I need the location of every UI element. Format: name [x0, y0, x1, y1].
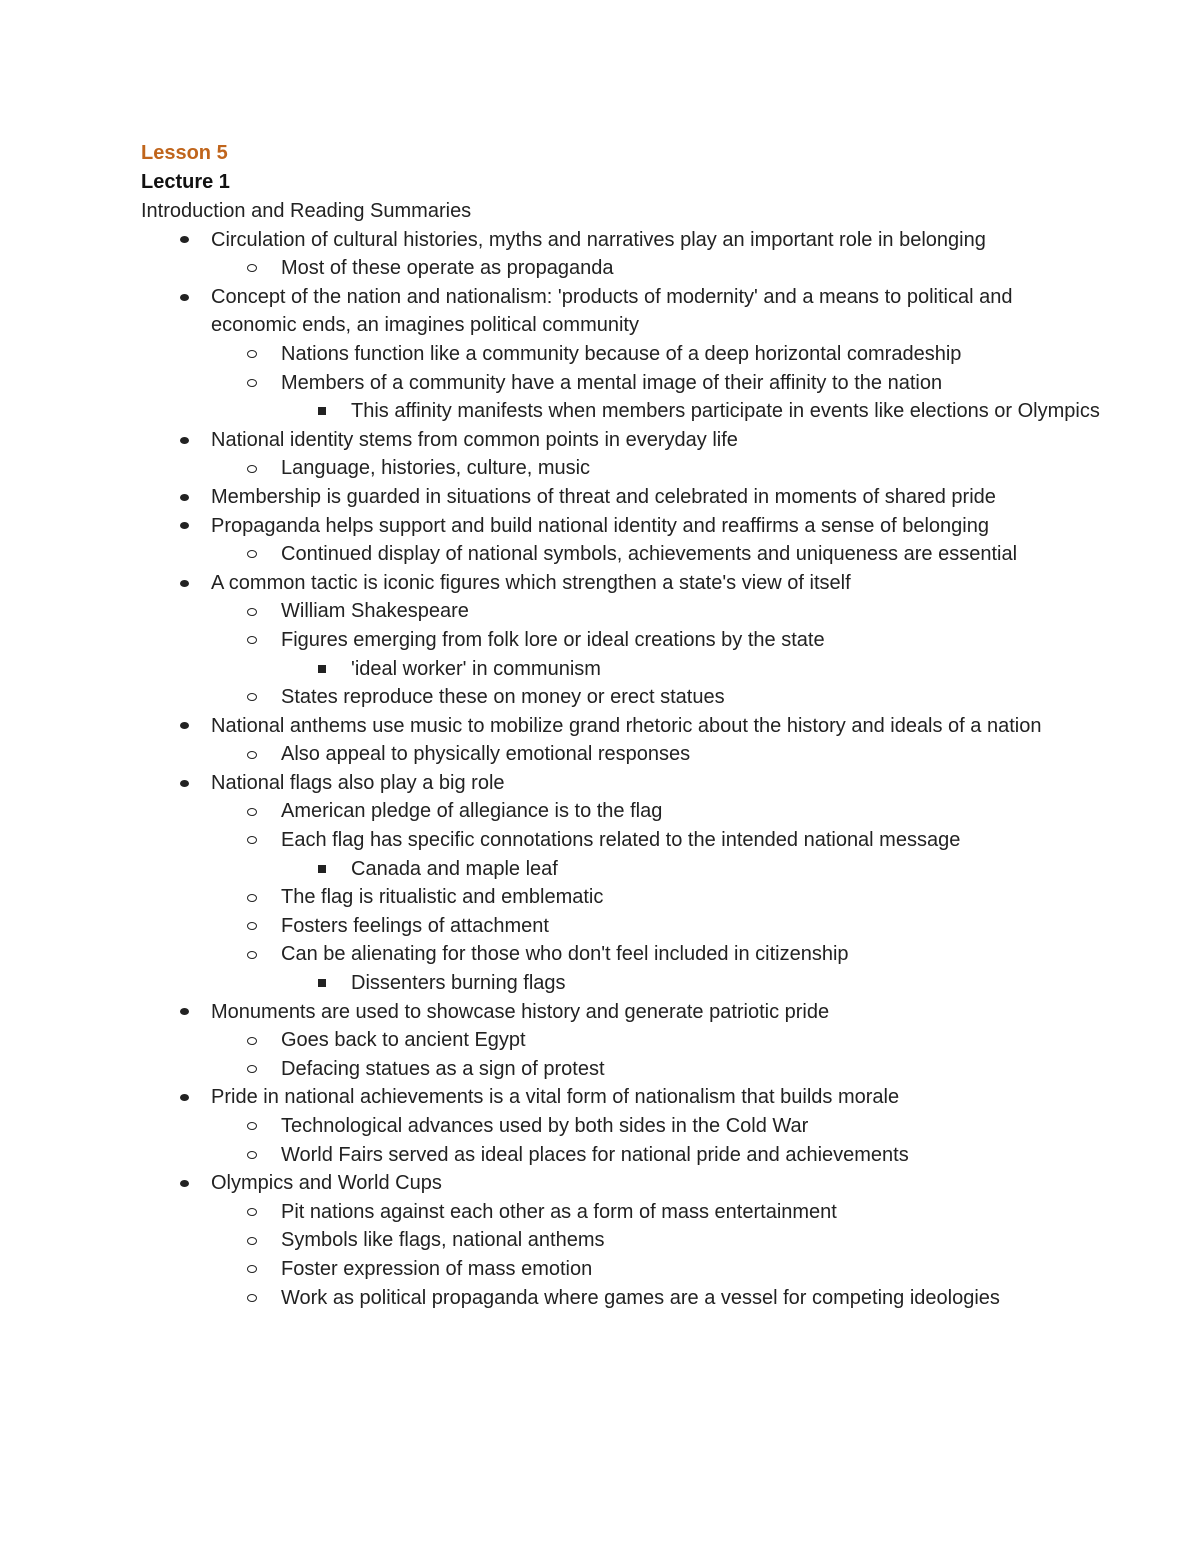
list-item	[211, 340, 1101, 369]
sub-sub-list	[281, 855, 1101, 884]
list-item-text: Also appeal to physically emotional responses	[281, 743, 691, 766]
sub-list	[211, 597, 1101, 711]
list-item	[211, 540, 1101, 569]
list-item-text: Monuments are used to showcase history and generate patriotic pride	[211, 1000, 830, 1023]
circle-bullet-icon	[245, 912, 259, 941]
circle-bullet-icon	[245, 1198, 259, 1227]
bullet-icon	[177, 1169, 191, 1198]
list-item	[211, 626, 1101, 683]
bullet-icon	[177, 712, 191, 741]
list-item	[281, 655, 1101, 684]
list-item	[211, 683, 1101, 712]
list-item-text: Membership is guarded in situations of threat and celebrated in moments of shared pride	[211, 485, 996, 508]
circle-bullet-icon	[245, 883, 259, 912]
list-item-text: Symbols like flags, national anthems	[281, 1229, 605, 1252]
list-item	[211, 1198, 1101, 1227]
list-item	[141, 226, 1101, 283]
circle-bullet-icon	[245, 1255, 259, 1284]
sub-list	[211, 1026, 1101, 1083]
list-item-text: Pride in national achievements is a vital form of nationalism that builds morale	[211, 1086, 900, 1109]
circle-bullet-icon	[245, 254, 259, 283]
list-item-text: Can be alienating for those who don't feel included in citizenship	[281, 943, 849, 966]
list-item-text: Olympics and World Cups	[211, 1172, 442, 1195]
bullet-icon	[177, 769, 191, 798]
list-item	[211, 740, 1101, 769]
bullet-icon	[177, 226, 191, 255]
section-heading: Introduction and Reading Summaries	[141, 200, 472, 222]
list-item-text: National identity stems from common points in everyday life	[211, 428, 738, 451]
list-item	[141, 1169, 1101, 1312]
bullet-icon	[177, 998, 191, 1027]
document-page	[141, 139, 1101, 1312]
list-item-text: Foster expression of mass emotion	[281, 1257, 593, 1280]
list-item-text: Pit nations against each other as a form of mass entertainment	[281, 1200, 837, 1223]
list-item	[211, 883, 1101, 912]
lecture-title: Lecture 1	[141, 171, 230, 193]
list-item-text: American pledge of allegiance is to the flag	[281, 800, 663, 823]
sub-list	[211, 1198, 1101, 1312]
list-item-text: Propaganda helps support and build national identity and reaffirms a sense of belonging	[211, 514, 989, 537]
sub-list	[211, 454, 1101, 483]
list-item-text: Nations function like a community because of a deep horizontal comradeship	[281, 342, 962, 365]
list-item-text: Fosters feelings of attachment	[281, 914, 549, 937]
list-item-text: Continued display of national symbols, achievements and uniqueness are essential	[281, 543, 1018, 566]
list-item	[141, 769, 1101, 998]
list-item	[141, 998, 1101, 1084]
square-bullet-icon	[315, 655, 329, 684]
circle-bullet-icon	[245, 940, 259, 969]
list-item	[211, 1026, 1101, 1055]
circle-bullet-icon	[245, 797, 259, 826]
sub-list	[211, 797, 1101, 997]
circle-bullet-icon	[245, 1141, 259, 1170]
list-item	[211, 797, 1101, 826]
list-item-text: The flag is ritualistic and emblematic	[281, 886, 604, 909]
circle-bullet-icon	[245, 340, 259, 369]
list-item	[211, 1112, 1101, 1141]
list-item	[141, 712, 1101, 769]
square-bullet-icon	[315, 969, 329, 998]
circle-bullet-icon	[245, 826, 259, 855]
list-item-text: This affinity manifests when members participate in events like elections or Olympics	[351, 400, 1100, 423]
list-item-text: National flags also play a big role	[211, 771, 505, 794]
list-item	[141, 1083, 1101, 1169]
sub-list	[211, 254, 1101, 283]
bullet-list	[141, 226, 1101, 1313]
circle-bullet-icon	[245, 597, 259, 626]
circle-bullet-icon	[245, 1026, 259, 1055]
square-bullet-icon	[315, 855, 329, 884]
list-item	[211, 1284, 1101, 1313]
lesson-title: Lesson 5	[141, 142, 228, 164]
sub-list	[211, 340, 1101, 426]
sub-list	[211, 540, 1101, 569]
circle-bullet-icon	[245, 1284, 259, 1313]
list-item-text: Canada and maple leaf	[351, 857, 558, 880]
list-item	[211, 1141, 1101, 1170]
list-item-text: Figures emerging from folk lore or ideal creations by the state	[281, 628, 825, 651]
circle-bullet-icon	[245, 740, 259, 769]
list-item	[141, 512, 1101, 569]
list-item-text: States reproduce these on money or erect statues	[281, 686, 725, 709]
list-item-text: National anthems use music to mobilize grand rhetoric about the history and ideals of a nation	[211, 714, 1042, 737]
sub-sub-list	[281, 969, 1101, 998]
bullet-icon	[177, 283, 191, 312]
circle-bullet-icon	[245, 454, 259, 483]
list-item-text: Dissenters burning flags	[351, 972, 566, 995]
list-item	[211, 1055, 1101, 1084]
bullet-icon	[177, 569, 191, 598]
list-item-text: Each flag has specific connotations related to the intended national message	[281, 829, 961, 852]
list-item	[141, 283, 1101, 426]
circle-bullet-icon	[245, 1112, 259, 1141]
list-item-text: Concept of the nation and nationalism: 'products of modernity' and a means to political and economic ends, an imagines political community	[211, 285, 1013, 337]
sub-sub-list	[281, 655, 1101, 684]
list-item	[211, 597, 1101, 626]
bullet-icon	[177, 512, 191, 541]
list-item-text: World Fairs served as ideal places for national pride and achievements	[281, 1143, 909, 1166]
list-item-text: Most of these operate as propaganda	[281, 257, 614, 280]
list-item-text: A common tactic is iconic figures which strengthen a state's view of itself	[211, 571, 851, 594]
list-item-text: Technological advances used by both sides in the Cold War	[281, 1115, 809, 1137]
list-item	[211, 454, 1101, 483]
list-item	[211, 826, 1101, 883]
list-item-text: William Shakespeare	[281, 600, 469, 623]
list-item	[141, 483, 1101, 512]
sub-list	[211, 1112, 1101, 1169]
bullet-icon	[177, 483, 191, 512]
list-item	[211, 940, 1101, 997]
square-bullet-icon	[315, 397, 329, 426]
list-item	[211, 254, 1101, 283]
list-item-text: Circulation of cultural histories, myths and narratives play an important role in belonging	[211, 228, 986, 251]
list-item	[281, 855, 1101, 884]
circle-bullet-icon	[245, 540, 259, 569]
list-item	[141, 569, 1101, 712]
list-item	[281, 397, 1101, 426]
sub-list	[211, 740, 1101, 769]
list-item-text: Members of a community have a mental image of their affinity to the nation	[281, 371, 943, 394]
list-item-text: Language, histories, culture, music	[281, 457, 591, 480]
list-item	[211, 1226, 1101, 1255]
circle-bullet-icon	[245, 369, 259, 398]
list-item	[141, 426, 1101, 483]
circle-bullet-icon	[245, 683, 259, 712]
circle-bullet-icon	[245, 1226, 259, 1255]
circle-bullet-icon	[245, 626, 259, 655]
list-item-text: Defacing statues as a sign of protest	[281, 1057, 605, 1080]
list-item	[211, 369, 1101, 426]
circle-bullet-icon	[245, 1055, 259, 1084]
bullet-icon	[177, 426, 191, 455]
list-item	[211, 912, 1101, 941]
list-item-text: 'ideal worker' in communism	[351, 657, 601, 680]
list-item-text: Goes back to ancient Egypt	[281, 1029, 526, 1052]
list-item-text: Work as political propaganda where games are a vessel for competing ideologies	[281, 1286, 1000, 1309]
list-item	[211, 1255, 1101, 1284]
sub-sub-list	[281, 397, 1101, 426]
bullet-icon	[177, 1083, 191, 1112]
list-item	[281, 969, 1101, 998]
